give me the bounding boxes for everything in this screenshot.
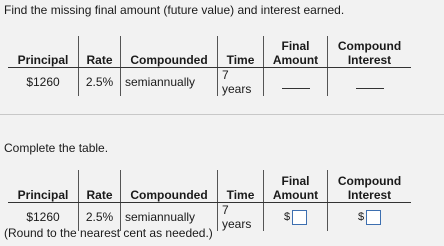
compound-interest-blank [356,78,384,89]
col-rate: Rate [79,170,121,203]
cell-compounded: semiannually [121,203,218,232]
answer-table [8,170,411,231]
cell-principal: $1260 [26,75,60,89]
cell-final-amount-blank [264,68,328,97]
col-compounded: Compounded [121,36,218,68]
col-time: Time [218,170,264,203]
col-principal: Principal [8,36,79,68]
currency-symbol: $ [357,211,365,224]
final-amount-input[interactable] [292,210,307,225]
col-compounded: Compounded [121,170,218,203]
col-final-amount: Final Amount [264,170,328,203]
col-time: Time [218,36,264,68]
final-amount-blank [282,78,310,89]
compound-interest-input[interactable] [366,210,381,225]
cell-time: 7 years [218,203,264,232]
cell-time: 7 years [218,68,264,97]
cell-compound-interest-blank [328,68,412,97]
currency-symbol: $ [283,211,291,224]
col-compound-interest: Compound Interest [328,170,412,203]
cell-rate: 2.5% [79,203,121,232]
col-final-amount: Final Amount [264,36,328,68]
table-row [8,68,411,97]
section-divider [0,114,444,115]
col-rate: Rate [79,36,121,68]
question-text: Find the missing final amount (future value) and interest earned. [4,3,345,17]
cell-rate: 2.5% [79,68,121,97]
col-principal: Principal [8,170,79,203]
problem-table [8,36,411,96]
cell-principal: $1260 [26,210,60,224]
col-compound-interest: Compound Interest [328,36,412,68]
instruction-text: Complete the table. [4,141,109,155]
cell-final-amount-input [264,203,328,232]
rounding-note: (Round to the nearest cent as needed.) [4,226,213,240]
cell-compound-interest-input [328,203,412,232]
cell-compounded: semiannually [121,68,218,97]
